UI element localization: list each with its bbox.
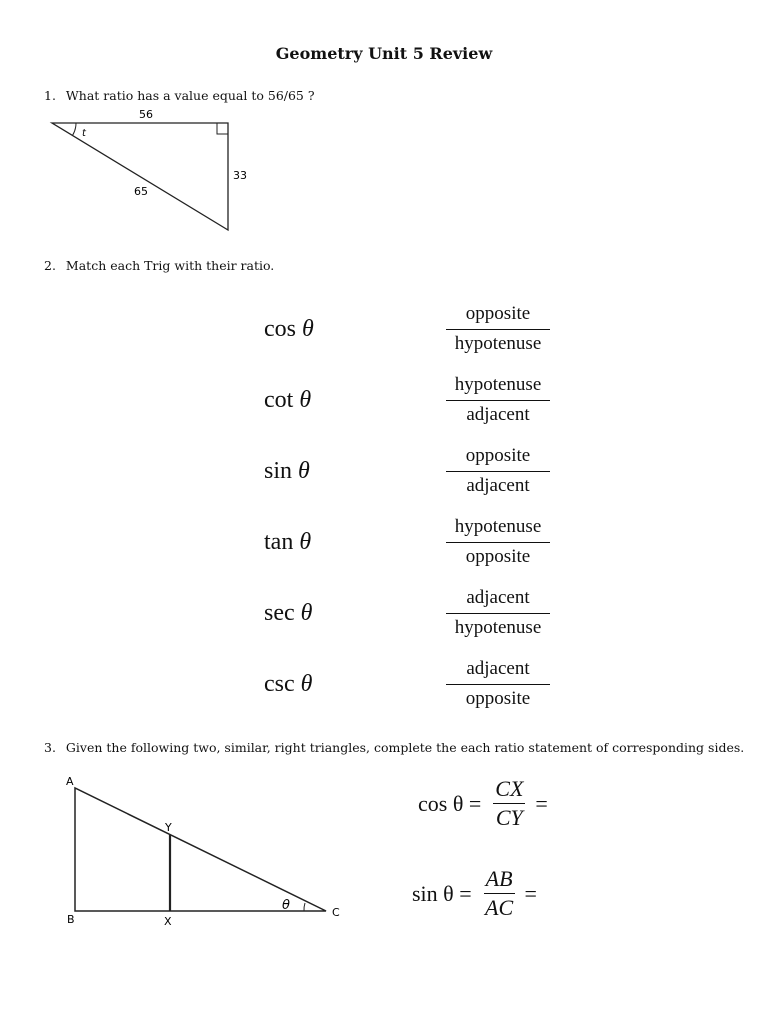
q1-side-top-label: 56 <box>139 108 153 121</box>
question-1 <box>44 88 315 103</box>
trig-function-sin: sin θ <box>264 458 310 484</box>
question-2-number: 2. <box>44 258 56 273</box>
q1-side-right-label: 33 <box>233 169 247 182</box>
page-title: Geometry Unit 5 Review <box>275 44 493 63</box>
equation-cos-lhs: cos θ = <box>418 790 482 816</box>
equation-cos-tail: = <box>535 790 548 816</box>
ratio-2-denominator: adjacent <box>466 403 530 425</box>
equation-sin-tail: = <box>524 880 537 906</box>
ratio-6-denominator: opposite <box>465 687 531 709</box>
trig-function-sec: sec θ <box>264 600 313 626</box>
right-angle-marker <box>217 123 228 134</box>
label-x: X <box>164 915 172 928</box>
ratio-3 <box>446 445 550 498</box>
equation-cos-denominator: CY <box>495 805 523 830</box>
ratio-6-numerator: adjacent <box>446 658 550 685</box>
trig-function-cot: cot θ <box>264 387 312 413</box>
equation-sin-numerator: AB <box>484 866 515 894</box>
label-a: A <box>66 775 74 788</box>
label-b: B <box>67 913 75 926</box>
equation-sin-denominator: AC <box>485 895 514 920</box>
trig-function-cos: cos θ <box>264 316 314 342</box>
ratio-1-denominator: hypotenuse <box>454 332 542 354</box>
question-2-text: Match each Trig with their ratio. <box>65 258 275 273</box>
ratio-4-numerator: hypotenuse <box>446 516 550 543</box>
equation-cos-numerator: CX <box>493 776 525 804</box>
equation-sin-fraction <box>484 866 515 921</box>
question-1-text: What ratio has a value equal to 56/65 ? <box>65 88 315 103</box>
label-theta: θ <box>282 898 290 913</box>
large-triangle-abc <box>75 788 326 911</box>
ratio-4 <box>446 516 550 569</box>
ratio-5-denominator: hypotenuse <box>454 616 542 638</box>
ratio-1 <box>446 303 550 356</box>
ratio-3-denominator: adjacent <box>466 474 530 496</box>
angle-arc <box>73 123 77 136</box>
equation-cos <box>418 776 552 831</box>
q1-hypotenuse-label: 65 <box>134 185 148 198</box>
ratio-4-denominator: opposite <box>465 545 531 567</box>
ratio-6 <box>446 658 550 711</box>
ratio-3-numerator: opposite <box>446 445 550 472</box>
trig-function-tan: tan θ <box>264 529 312 555</box>
question-2 <box>44 258 274 273</box>
trig-function-csc: csc θ <box>264 671 313 697</box>
label-c: C <box>332 906 340 919</box>
ratio-2 <box>446 374 550 427</box>
equation-cos-fraction <box>493 776 525 831</box>
question-3-text: Given the following two, similar, right triangles, complete the each ratio statement of corresponding sides. <box>65 740 745 755</box>
question-1-number: 1. <box>44 88 56 103</box>
equation-sin-lhs: sin θ = <box>412 880 472 906</box>
question-3-number: 3. <box>44 740 56 755</box>
q1-triangle-figure <box>40 104 260 239</box>
ratio-5-numerator: adjacent <box>446 587 550 614</box>
question-3 <box>44 740 744 755</box>
q1-angle-label: t <box>82 128 86 139</box>
label-y: Y <box>165 821 172 834</box>
q1-triangle <box>52 123 228 230</box>
ratio-5 <box>446 587 550 640</box>
ratio-1-numerator: opposite <box>446 303 550 330</box>
theta-arc <box>304 903 305 911</box>
ratio-2-numerator: hypotenuse <box>446 374 550 401</box>
equation-sin <box>412 866 541 921</box>
q3-similar-triangles-figure <box>60 770 350 930</box>
